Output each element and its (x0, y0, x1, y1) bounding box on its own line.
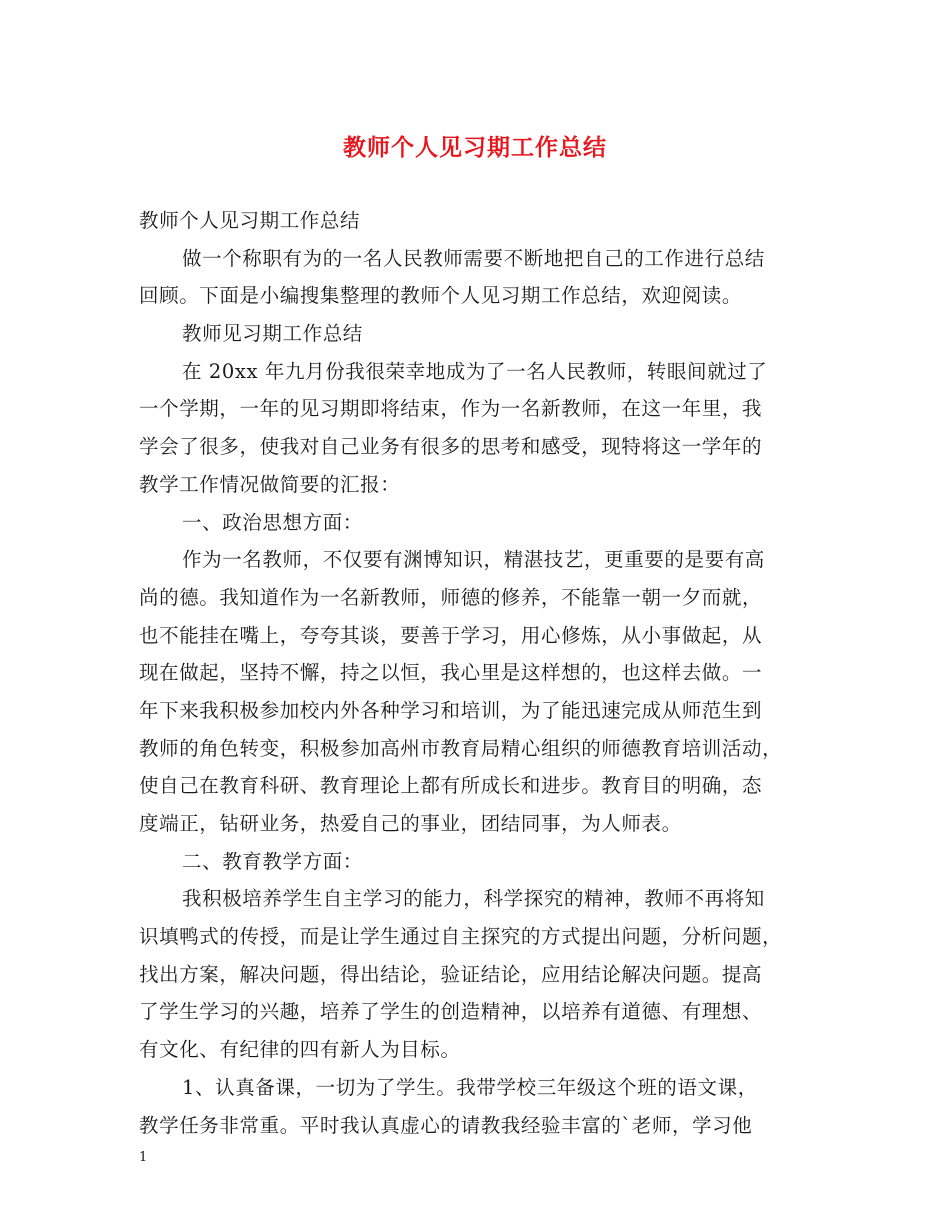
text-line: 回顾。下面是小编搜集整理的教师个人见习期工作总结，欢迎阅读。 (139, 284, 743, 308)
text-line: 一个学期，一年的见习期即将结束，作为一名新教师，在这一年里，我 (139, 397, 763, 421)
text-line: 尚的德。我知道作为一名新教师，师德的修养，不能靠一朝一夕而就， (139, 585, 763, 609)
text-line: 了学生学习的兴趣，培养了学生的创造精神，以培养有道德、有理想、 (139, 1000, 763, 1024)
text-line: 在 20xx 年九月份我很荣幸地成为了一名人民教师，转眼间就过了 (182, 359, 768, 383)
text-line: 教师个人见习期工作总结 (139, 209, 361, 232)
text-line: 二、教育教学方面： (182, 849, 363, 873)
document-title: 教师个人见习期工作总结 (343, 134, 607, 161)
text-line: 一、政治思想方面： (182, 510, 363, 534)
text-line: 1、认真备课，一切为了学生。我带学校三年级这个班的语文课， (182, 1075, 758, 1099)
text-line: 教学工作情况做简要的汇报： (139, 472, 401, 496)
text-line: 度端正，钻研业务，热爱自己的事业，团结同事，为人师表。 (139, 812, 682, 835)
text-line: 学会了很多，使我对自己业务有很多的思考和感受，现特将这一学年的 (139, 435, 763, 459)
text-line: 识填鸭式的传授，而是让学生通过自主探究的方式提出问题，分析问题， (139, 925, 783, 949)
text-line: 有文化、有纪律的四有新人为目标。 (139, 1038, 461, 1062)
text-line: 我积极培养学生自主学习的能力，科学探究的精神，教师不再将知 (182, 887, 765, 911)
text-line: 使自己在教育科研、教育理论上都有所成长和进步。教育目的明确，态 (139, 774, 763, 798)
text-line: 作为一名教师，不仅要有渊博知识，精湛技艺，更重要的是要有高 (182, 548, 765, 572)
text-line: 做一个称职有为的一名人民教师需要不断地把自己的工作进行总结 (182, 246, 765, 270)
page-number: 1 (139, 1150, 148, 1165)
text-line: 也不能挂在嘴上，夸夸其谈，要善于学习，用心修炼，从小事做起，从 (139, 623, 763, 647)
document-body (139, 202, 829, 1144)
text-line: 现在做起，坚持不懈，持之以恒，我心里是这样想的，也这样去做。一 (139, 661, 763, 685)
text-line: 教学任务非常重。平时我认真虚心的请教我经验丰富的`老师，学习他 (139, 1113, 753, 1137)
text-line: 教师见习期工作总结 (182, 322, 363, 346)
text-line: 找出方案，解决问题，得出结论，验证结论，应用结论解决问题。提高 (139, 962, 763, 986)
text-line: 教师的角色转变，积极参加高州市教育局精心组织的师德教育培训活动， (139, 736, 783, 760)
text-line: 年下来我积极参加校内外各种学习和培训，为了能迅速完成从师范生到 (139, 698, 763, 722)
